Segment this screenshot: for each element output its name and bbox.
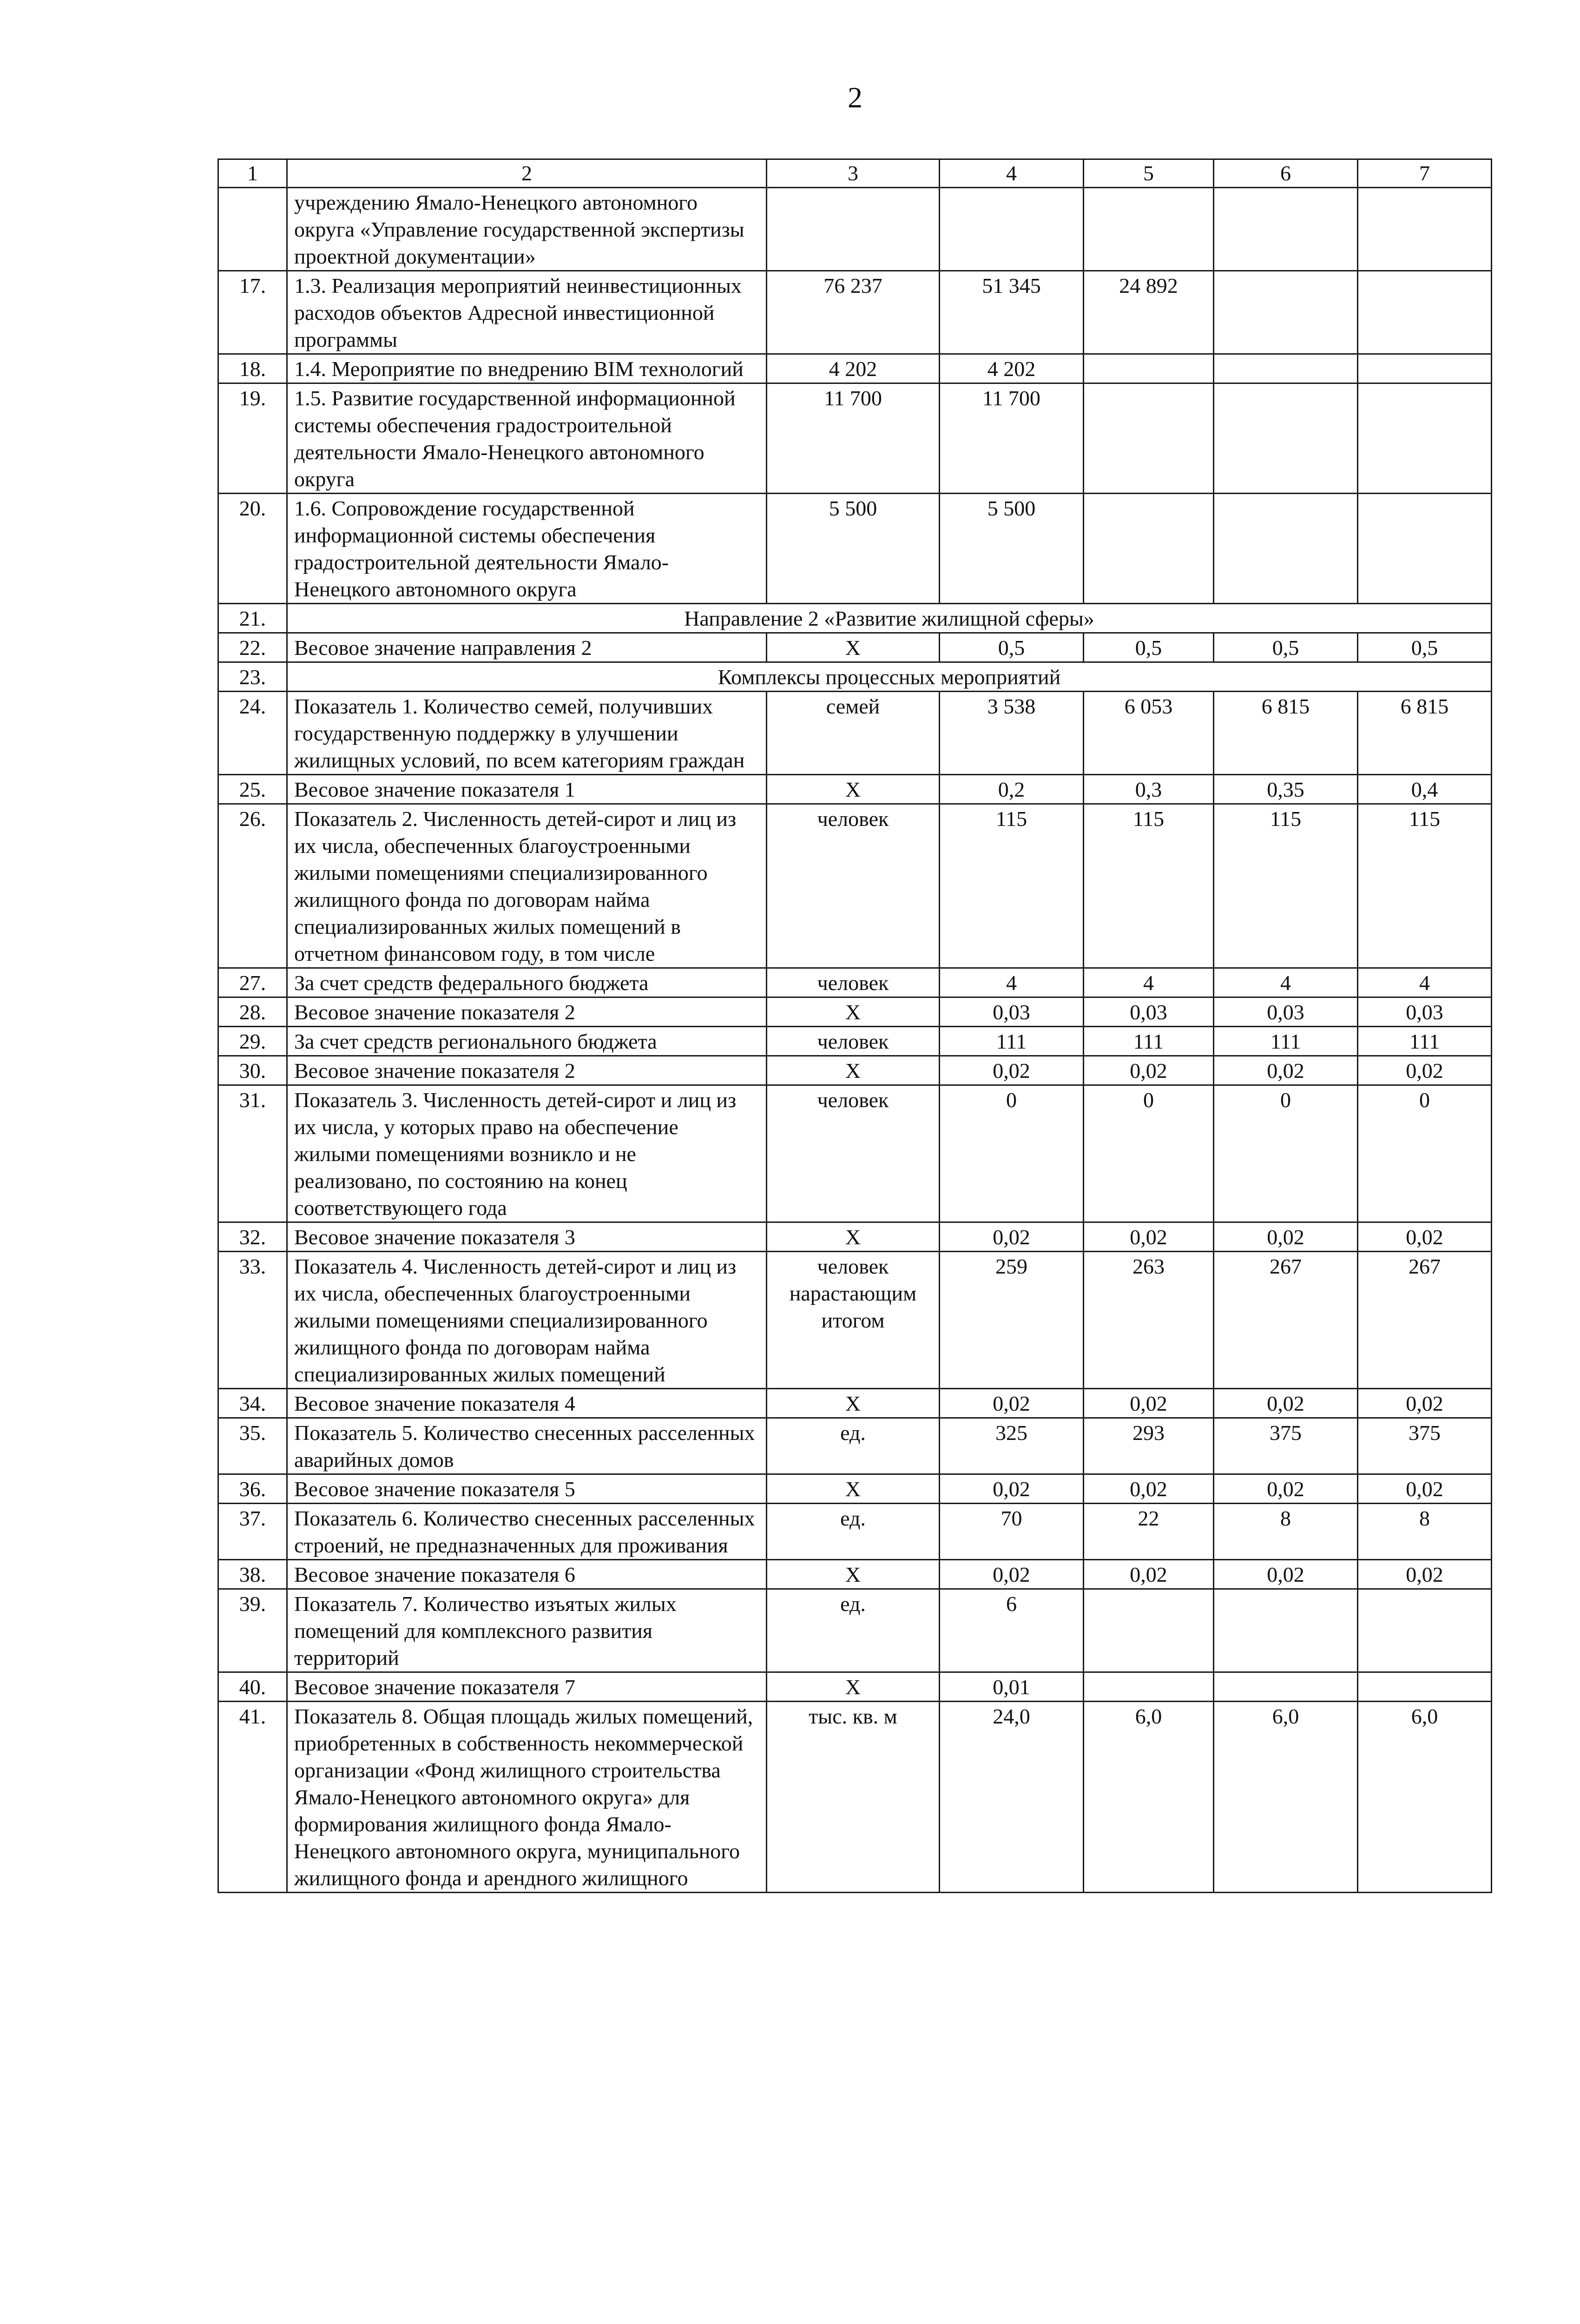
cell-col-5: 0 bbox=[1084, 1085, 1214, 1222]
indicators-table bbox=[217, 158, 1492, 1893]
cell-col-5: 6 053 bbox=[1084, 692, 1214, 775]
cell-col-6: 0,35 bbox=[1214, 775, 1358, 804]
row-description: Показатель 8. Общая площадь жилых помещений, приобретенных в собственность некоммерческой организации «Фонд жилищного строительства Ямало-Ненецкого автономного округа» для формирования жилищного фонда Ямало-Ненецкого автономного округа, муниципального жилищного фонда и арендного жилищного bbox=[287, 1702, 767, 1893]
row-number: 17. bbox=[218, 271, 287, 354]
row-description: За счет средств федерального бюджета bbox=[287, 968, 767, 997]
table-row bbox=[218, 1389, 1492, 1418]
row-number: 20. bbox=[218, 494, 287, 604]
cell-col-6: 0,5 bbox=[1214, 633, 1358, 662]
row-description: Весовое значение показателя 6 bbox=[287, 1560, 767, 1589]
table-row bbox=[218, 1056, 1492, 1085]
cell-col-6 bbox=[1214, 354, 1358, 383]
cell-col-3: Х bbox=[767, 1222, 940, 1252]
cell-col-5: 24 892 bbox=[1084, 271, 1214, 354]
header-cell-3: 3 bbox=[767, 159, 940, 188]
cell-col-5: 0,03 bbox=[1084, 997, 1214, 1027]
cell-col-3: Х bbox=[767, 997, 940, 1027]
cell-col-4: 0 bbox=[940, 1085, 1084, 1222]
table-row bbox=[218, 604, 1492, 633]
cell-col-5 bbox=[1084, 494, 1214, 604]
row-description: Показатель 3. Численность детей-сирот и лиц из их числа, у которых право на обеспечение жилыми помещениями возникло и не реализовано, по состоянию на конец соответствующего года bbox=[287, 1085, 767, 1222]
cell-col-7: 0,03 bbox=[1358, 997, 1492, 1027]
cell-col-4: 24,0 bbox=[940, 1702, 1084, 1893]
cell-col-4: 0,02 bbox=[940, 1222, 1084, 1252]
row-description: 1.4. Мероприятие по внедрению BIM технологий bbox=[287, 354, 767, 383]
row-number: 35. bbox=[218, 1418, 287, 1474]
row-description: 1.6. Сопровождение государственной информационной системы обеспечения градостроительной деятельности Ямало-Ненецкого автономного округа bbox=[287, 494, 767, 604]
row-number: 30. bbox=[218, 1056, 287, 1085]
cell-col-5: 6,0 bbox=[1084, 1702, 1214, 1893]
row-number: 29. bbox=[218, 1027, 287, 1056]
cell-col-6 bbox=[1214, 383, 1358, 494]
cell-col-4: 115 bbox=[940, 804, 1084, 968]
row-description: Показатель 4. Численность детей-сирот и лиц из их числа, обеспеченных благоустроенными жилыми помещениями специализированного жилищного фонда по договорам найма специализированных жилых помещений bbox=[287, 1252, 767, 1389]
cell-col-6 bbox=[1214, 188, 1358, 271]
cell-col-6 bbox=[1214, 494, 1358, 604]
row-description: Весовое значение показателя 2 bbox=[287, 1056, 767, 1085]
row-number: 26. bbox=[218, 804, 287, 968]
cell-col-7 bbox=[1358, 271, 1492, 354]
cell-col-5: 0,02 bbox=[1084, 1389, 1214, 1418]
cell-col-6: 0,02 bbox=[1214, 1560, 1358, 1589]
cell-col-4: 5 500 bbox=[940, 494, 1084, 604]
cell-col-7: 0,02 bbox=[1358, 1560, 1492, 1589]
row-description: Весовое значение показателя 7 bbox=[287, 1672, 767, 1702]
cell-col-4: 0,02 bbox=[940, 1474, 1084, 1504]
cell-col-5: 0,02 bbox=[1084, 1056, 1214, 1085]
cell-col-3 bbox=[767, 188, 940, 271]
row-number: 18. bbox=[218, 354, 287, 383]
cell-col-6 bbox=[1214, 1672, 1358, 1702]
cell-col-4: 111 bbox=[940, 1027, 1084, 1056]
cell-col-5: 115 bbox=[1084, 804, 1214, 968]
cell-col-6: 6 815 bbox=[1214, 692, 1358, 775]
header-cell-5: 5 bbox=[1084, 159, 1214, 188]
cell-col-5: 111 bbox=[1084, 1027, 1214, 1056]
cell-col-6: 6,0 bbox=[1214, 1702, 1358, 1893]
row-number: 28. bbox=[218, 997, 287, 1027]
row-description: Весовое значение показателя 4 bbox=[287, 1389, 767, 1418]
cell-col-4: 325 bbox=[940, 1418, 1084, 1474]
table-row bbox=[218, 692, 1492, 775]
cell-col-3: человек bbox=[767, 968, 940, 997]
cell-col-4: 0,2 bbox=[940, 775, 1084, 804]
table-row bbox=[218, 383, 1492, 494]
cell-col-3: 11 700 bbox=[767, 383, 940, 494]
table-row bbox=[218, 271, 1492, 354]
cell-col-7 bbox=[1358, 1589, 1492, 1672]
cell-col-7: 0,02 bbox=[1358, 1222, 1492, 1252]
cell-col-5 bbox=[1084, 383, 1214, 494]
row-number: 23. bbox=[218, 662, 287, 692]
row-description: За счет средств регионального бюджета bbox=[287, 1027, 767, 1056]
table-row bbox=[218, 1560, 1492, 1589]
cell-col-3: ед. bbox=[767, 1504, 940, 1560]
cell-col-4: 0,5 bbox=[940, 633, 1084, 662]
row-number bbox=[218, 188, 287, 271]
row-description: Весовое значение показателя 2 bbox=[287, 997, 767, 1027]
cell-col-7 bbox=[1358, 188, 1492, 271]
table-row bbox=[218, 1418, 1492, 1474]
row-number: 41. bbox=[218, 1702, 287, 1893]
cell-col-6: 0,02 bbox=[1214, 1222, 1358, 1252]
cell-col-3: человек bbox=[767, 1027, 940, 1056]
section-heading: Комплексы процессных мероприятий bbox=[287, 662, 1492, 692]
cell-col-5 bbox=[1084, 1589, 1214, 1672]
row-number: 25. bbox=[218, 775, 287, 804]
cell-col-4: 0,01 bbox=[940, 1672, 1084, 1702]
table-row bbox=[218, 968, 1492, 997]
cell-col-7: 0,4 bbox=[1358, 775, 1492, 804]
row-number: 22. bbox=[218, 633, 287, 662]
row-number: 33. bbox=[218, 1252, 287, 1389]
cell-col-3: тыс. кв. м bbox=[767, 1702, 940, 1893]
cell-col-4: 0,02 bbox=[940, 1056, 1084, 1085]
cell-col-7 bbox=[1358, 494, 1492, 604]
cell-col-5 bbox=[1084, 188, 1214, 271]
table-row bbox=[218, 804, 1492, 968]
cell-col-7: 0,02 bbox=[1358, 1389, 1492, 1418]
cell-col-4: 259 bbox=[940, 1252, 1084, 1389]
cell-col-6: 115 bbox=[1214, 804, 1358, 968]
table-row bbox=[218, 1252, 1492, 1389]
cell-col-3: 4 202 bbox=[767, 354, 940, 383]
cell-col-5: 22 bbox=[1084, 1504, 1214, 1560]
cell-col-4 bbox=[940, 188, 1084, 271]
header-cell-1: 1 bbox=[218, 159, 287, 188]
page-number: 2 bbox=[848, 81, 862, 114]
cell-col-7 bbox=[1358, 1672, 1492, 1702]
table-row bbox=[218, 775, 1492, 804]
table-row bbox=[218, 1085, 1492, 1222]
cell-col-6: 4 bbox=[1214, 968, 1358, 997]
row-description: 1.5. Развитие государственной информационной системы обеспечения градостроительной деятельности Ямало-Ненецкого автономного округа bbox=[287, 383, 767, 494]
cell-col-3: человек bbox=[767, 804, 940, 968]
table-body bbox=[218, 159, 1492, 1893]
table-row bbox=[218, 633, 1492, 662]
cell-col-7: 375 bbox=[1358, 1418, 1492, 1474]
cell-col-6: 8 bbox=[1214, 1504, 1358, 1560]
cell-col-6 bbox=[1214, 1589, 1358, 1672]
row-number: 31. bbox=[218, 1085, 287, 1222]
row-description: Показатель 1. Количество семей, получивших государственную поддержку в улучшении жилищных условий, по всем категориям граждан bbox=[287, 692, 767, 775]
row-description: Показатель 6. Количество снесенных расселенных строений, не предназначенных для проживания bbox=[287, 1504, 767, 1560]
row-number: 24. bbox=[218, 692, 287, 775]
cell-col-7 bbox=[1358, 383, 1492, 494]
cell-col-3: Х bbox=[767, 775, 940, 804]
cell-col-4: 3 538 bbox=[940, 692, 1084, 775]
cell-col-3: Х bbox=[767, 1474, 940, 1504]
cell-col-5: 0,3 bbox=[1084, 775, 1214, 804]
row-number: 36. bbox=[218, 1474, 287, 1504]
cell-col-3: Х bbox=[767, 633, 940, 662]
cell-col-6: 0,03 bbox=[1214, 997, 1358, 1027]
row-number: 34. bbox=[218, 1389, 287, 1418]
cell-col-4: 0,02 bbox=[940, 1560, 1084, 1589]
table-row bbox=[218, 354, 1492, 383]
table-row bbox=[218, 1672, 1492, 1702]
table-row bbox=[218, 662, 1492, 692]
cell-col-5: 0,5 bbox=[1084, 633, 1214, 662]
row-number: 27. bbox=[218, 968, 287, 997]
cell-col-4: 4 bbox=[940, 968, 1084, 997]
cell-col-7: 4 bbox=[1358, 968, 1492, 997]
cell-col-7: 267 bbox=[1358, 1252, 1492, 1389]
header-cell-4: 4 bbox=[940, 159, 1084, 188]
cell-col-7 bbox=[1358, 354, 1492, 383]
cell-col-5: 0,02 bbox=[1084, 1474, 1214, 1504]
cell-col-6: 0,02 bbox=[1214, 1474, 1358, 1504]
cell-col-7: 6 815 bbox=[1358, 692, 1492, 775]
cell-col-6: 0 bbox=[1214, 1085, 1358, 1222]
row-number: 40. bbox=[218, 1672, 287, 1702]
cell-col-7: 6,0 bbox=[1358, 1702, 1492, 1893]
cell-col-6: 111 bbox=[1214, 1027, 1358, 1056]
cell-col-3: 5 500 bbox=[767, 494, 940, 604]
header-cell-7: 7 bbox=[1358, 159, 1492, 188]
row-number: 39. bbox=[218, 1589, 287, 1672]
cell-col-3: семей bbox=[767, 692, 940, 775]
table-row bbox=[218, 1222, 1492, 1252]
cell-col-7: 0,02 bbox=[1358, 1056, 1492, 1085]
table-row bbox=[218, 1504, 1492, 1560]
section-heading: Направление 2 «Развитие жилищной сферы» bbox=[287, 604, 1492, 633]
cell-col-6: 375 bbox=[1214, 1418, 1358, 1474]
cell-col-4: 51 345 bbox=[940, 271, 1084, 354]
cell-col-5: 293 bbox=[1084, 1418, 1214, 1474]
cell-col-4: 4 202 bbox=[940, 354, 1084, 383]
row-number: 21. bbox=[218, 604, 287, 633]
cell-col-7: 0,5 bbox=[1358, 633, 1492, 662]
header-cell-2: 2 bbox=[287, 159, 767, 188]
row-description: Показатель 2. Численность детей-сирот и лиц из их числа, обеспеченных благоустроенными жилыми помещениями специализированного жилищного фонда по договорам найма специализированных жилых помещений в отчетном финансовом году, в том числе bbox=[287, 804, 767, 968]
cell-col-5 bbox=[1084, 1672, 1214, 1702]
row-number: 38. bbox=[218, 1560, 287, 1589]
cell-col-3: Х bbox=[767, 1056, 940, 1085]
row-description: Показатель 7. Количество изъятых жилых помещений для комплексного развития территорий bbox=[287, 1589, 767, 1672]
cell-col-3: 76 237 bbox=[767, 271, 940, 354]
cell-col-6: 267 bbox=[1214, 1252, 1358, 1389]
row-description: учреждению Ямало-Ненецкого автономного округа «Управление государственной экспертизы проектной документации» bbox=[287, 188, 767, 271]
row-description: Весовое значение направления 2 bbox=[287, 633, 767, 662]
cell-col-6: 0,02 bbox=[1214, 1389, 1358, 1418]
cell-col-5: 0,02 bbox=[1084, 1560, 1214, 1589]
cell-col-7: 0 bbox=[1358, 1085, 1492, 1222]
row-description: Весовое значение показателя 5 bbox=[287, 1474, 767, 1504]
table-row bbox=[218, 188, 1492, 271]
cell-col-3: ед. bbox=[767, 1589, 940, 1672]
table-row bbox=[218, 494, 1492, 604]
row-description: Весовое значение показателя 1 bbox=[287, 775, 767, 804]
table-header-row bbox=[218, 159, 1492, 188]
table-row bbox=[218, 1474, 1492, 1504]
row-number: 32. bbox=[218, 1222, 287, 1252]
row-description: Показатель 5. Количество снесенных расселенных аварийных домов bbox=[287, 1418, 767, 1474]
cell-col-3: Х bbox=[767, 1672, 940, 1702]
table-row bbox=[218, 1589, 1492, 1672]
cell-col-4: 11 700 bbox=[940, 383, 1084, 494]
cell-col-5 bbox=[1084, 354, 1214, 383]
cell-col-3: человек нарастающим итогом bbox=[767, 1252, 940, 1389]
row-number: 37. bbox=[218, 1504, 287, 1560]
row-description: Весовое значение показателя 3 bbox=[287, 1222, 767, 1252]
cell-col-4: 0,02 bbox=[940, 1389, 1084, 1418]
cell-col-3: ед. bbox=[767, 1418, 940, 1474]
cell-col-7: 8 bbox=[1358, 1504, 1492, 1560]
cell-col-4: 70 bbox=[940, 1504, 1084, 1560]
table-row bbox=[218, 1702, 1492, 1893]
cell-col-7: 115 bbox=[1358, 804, 1492, 968]
cell-col-3: Х bbox=[767, 1560, 940, 1589]
cell-col-7: 111 bbox=[1358, 1027, 1492, 1056]
cell-col-5: 263 bbox=[1084, 1252, 1214, 1389]
row-description: 1.3. Реализация мероприятий неинвестиционных расходов объектов Адресной инвестиционной программы bbox=[287, 271, 767, 354]
cell-col-4: 6 bbox=[940, 1589, 1084, 1672]
cell-col-5: 4 bbox=[1084, 968, 1214, 997]
header-cell-6: 6 bbox=[1214, 159, 1358, 188]
table-row bbox=[218, 1027, 1492, 1056]
table-row bbox=[218, 997, 1492, 1027]
cell-col-5: 0,02 bbox=[1084, 1222, 1214, 1252]
cell-col-4: 0,03 bbox=[940, 997, 1084, 1027]
row-number: 19. bbox=[218, 383, 287, 494]
cell-col-7: 0,02 bbox=[1358, 1474, 1492, 1504]
cell-col-3: человек bbox=[767, 1085, 940, 1222]
cell-col-3: Х bbox=[767, 1389, 940, 1418]
cell-col-6 bbox=[1214, 271, 1358, 354]
cell-col-6: 0,02 bbox=[1214, 1056, 1358, 1085]
